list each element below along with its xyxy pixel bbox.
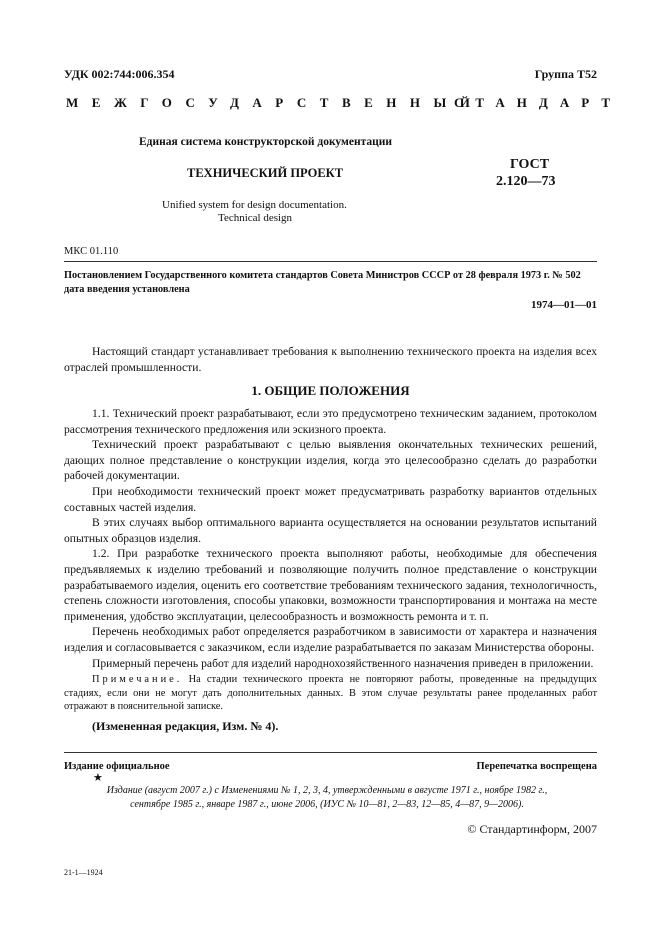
intro-paragraph: Настоящий стандарт устанавливает требования к выполнению технического проекта на изделия всех отраслей промышленности. [64, 345, 597, 374]
mks-code: МКС 01.110 [64, 246, 119, 257]
gost-label: ГОСТ [510, 157, 550, 172]
section-1-heading: 1. ОБЩИЕ ПОЛОЖЕНИЯ [251, 383, 410, 398]
paragraph-variants: При необходимости технический проект может предусматривать разработку вариантов отдельных составных частей изделия. [64, 484, 597, 514]
system-name: Единая система конструкторской документации [139, 136, 392, 148]
paragraph-1-2: 1.2. При разработке технического проекта выполняют работы, необходимые для обеспечения предъявляемых к изделию требований и позволяющие получить полное представление о конструкции разрабатываемого изделия, оценить его соответствие требованиям технического задания, технологичность, степень сложности изготовления, способы упаковки, возможности транспортирования и монтажа на месте применения, удобство эксплуатации, целесообразность и возможность ремонта и т. п. [64, 547, 597, 623]
footer-divider [64, 752, 597, 753]
section-1-body [64, 406, 597, 734]
english-title-line1: Unified system for design documentation. [162, 199, 347, 211]
amended-note: (Измененная редакция, Изм. № 4). [92, 718, 279, 733]
note-label: Примечание. [92, 674, 183, 686]
edition-info: Издание (август 2007 г.) с Изменениями № 1, 2, 3, 4, утвержденными в августе 1971 г., ноябре 1982 г., сентябре 1985 г., январе 1987 г., июне 2006, (ИУС № 10—81, 2—83, 12—85, 4—87, 9—2006). [106, 785, 548, 810]
note-paragraph [64, 673, 597, 714]
effective-date: 1974—01—01 [531, 299, 597, 311]
reprint-prohibited: Перепечатка воспрещена [476, 761, 597, 772]
decree-line1: Постановлением Государственного комитета стандартов Совета Министров СССР от 28 февраля 1973 г. № 502 [64, 270, 581, 281]
banner-interstate: МЕЖГОСУДАРСТВЕННЫЙ [66, 95, 484, 110]
header-divider [64, 261, 597, 262]
paragraph-1-1: 1.1. Технический проект разрабатывают, если это предусмотрено техническим заданием, протоколом рассмотрения технического предложения или эскизного проекта. [64, 407, 597, 436]
paragraph-appendix: Примерный перечень работ для изделий народнохозяйственного назначения приведен в приложении. [92, 656, 594, 670]
official-edition: Издание официальное [64, 761, 170, 772]
gost-number: 2.120—73 [496, 174, 556, 189]
paragraph-purpose: Технический проект разрабатывают с целью выявления окончательных технических решений, дающих полное представление о конструкции изделия, когда это целесообразно сделать до разработки рабочей документации. [64, 438, 597, 483]
paragraph-choice: В этих случаях выбор оптимального варианта осуществляется на основании результатов испытаний опытных образцов изделия. [64, 516, 597, 545]
document-title: ТЕХНИЧЕСКИЙ ПРОЕКТ [187, 166, 344, 180]
banner-standard: СТАНДАРТ [454, 95, 623, 110]
paragraph-works-list: Перечень необходимых работ определяется разработчиком в зависимости от характера и назначения изделия и согласовывается с заказчиком, если изделие разрабатывается по заказам Министерства обороны. [64, 625, 597, 654]
decree-line2: дата введения установлена [64, 284, 190, 295]
group-code: Группа Т52 [534, 67, 597, 81]
english-title-line2: Technical design [218, 212, 293, 224]
copyright: © Стандартинформ, 2007 [467, 822, 597, 836]
udk-code: УДК 002:744:006.354 [64, 67, 175, 81]
note-text: На стадии технического проекта не повторяют работы, проведенные на предыдущих стадиях, если они не могут дать дополнительных данных. В этом случае результаты ранее проделанных работ отражают в пояснительной записке. [64, 674, 597, 713]
star-mark: ★ [93, 772, 103, 784]
print-code: 21-1—1924 [64, 868, 103, 877]
